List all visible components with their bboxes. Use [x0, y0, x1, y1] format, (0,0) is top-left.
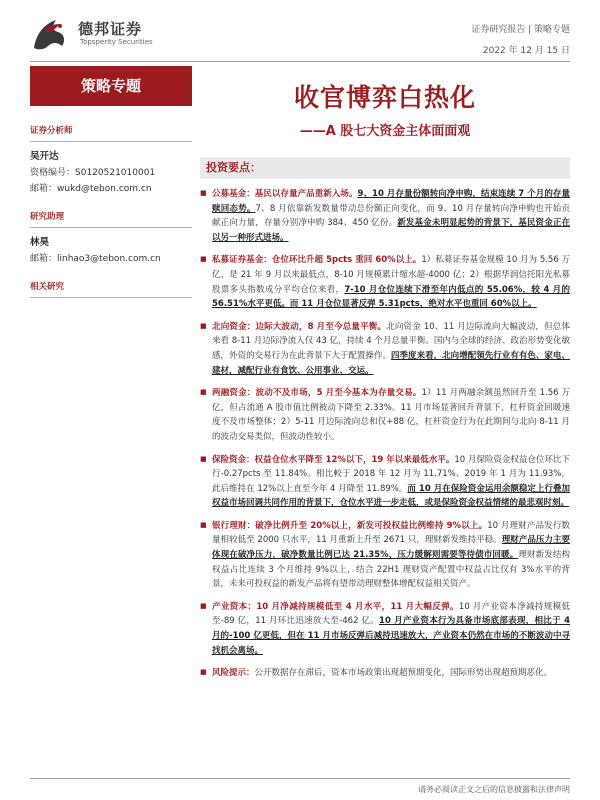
footer-divider [30, 778, 570, 779]
bullet-emphasis: 四季度来看，北向增配领先行业有有色、家电、建材，减配行业有食饮、公用事业、交运。 [212, 350, 570, 376]
bullet-marker-icon: ■ [200, 255, 207, 264]
assistant-heading: 研究助理 [30, 212, 65, 222]
bullet-heading: 产业资本：10 月净减持规模低至 4 月水平，11 月大幅反弹。 [212, 601, 459, 612]
report-title: 收官博弈白热化 [293, 83, 476, 112]
bullet-emphasis: 理财产品压力主要体现在破净压力，破净数量比例已达 21.35%，压力缓解则需要等待债市回暖。 [212, 535, 570, 561]
bullet-marker-icon: ■ [200, 520, 207, 529]
bullet-text: 10 月理财产品发行数量相较低至 2000 只水平，11 月重新上升至 2671 只，理财新发维持平稳。 [212, 520, 570, 546]
related-divider [30, 297, 192, 298]
bullet-heading: 两融资金：波动不及市场，5 月至今基本为存量交易。 [212, 388, 422, 399]
tebon-logo-icon [30, 14, 72, 54]
main-content [200, 66, 570, 681]
bullet-marker-icon: ■ [200, 189, 207, 197]
bullet-private-funds [200, 253, 570, 311]
bullet-risk-warning [200, 666, 570, 681]
report-subtitle: ——A 股七大资金主体面面观 [299, 124, 471, 139]
bullet-text: 北向资金 10、11 月边际流向大幅波动，但总体来看 8-11 月边际净流入仅 43 亿，持续 4 个月总量平衡。国内与全球的经济、政治形势变化敏感，外资的交易行为在此背景下大于配置操作。 [212, 321, 570, 361]
bullet-heading: 公募基金：基民以存量产品重新入场。 [212, 189, 358, 199]
bullet-margin-financing [200, 386, 570, 444]
bullet-heading: 私募证券基金：仓位环比升超 5pcts 重回 60%以上。 [212, 255, 422, 266]
bullet-heading: 风险提示： [212, 668, 255, 679]
bullet-public-funds [200, 187, 570, 245]
bullet-text: 10 月保险资金权益仓位环比下行-0.27pcts 至 11.84%。相比較于 2018 年 12 月为 11.71%、2019 年 1 月为 11.93%，此后维持在 12%以上直至今年 4 月降至 11.89%。 [212, 454, 570, 494]
bullet-marker-icon: ■ [200, 668, 207, 677]
bullet-emphasis: 7-10 月仓位连续下滑至年内低点的 55.06%，较 4 月的 56.51%水平更低。而 11 月仓位显著反弹 5.31pcts，绝对水平也重回 60%以上。 [212, 284, 570, 310]
related-research-heading: 相关研究 [30, 282, 65, 292]
assistant-divider [30, 227, 192, 228]
analyst-email[interactable]: 邮箱：wukd@tebon.com.cn [30, 184, 152, 194]
bullet-marker-icon: ■ [200, 388, 207, 397]
logo-chinese-name: 德邦证券 [78, 20, 143, 38]
bullet-heading: 保险资金：权益仓位水平降至 12%以下，19 年以来最低水平。 [212, 454, 455, 465]
bullet-text: 1）私募证券基金规模 10 月为 5.56 万亿，是 21 年 9 月以来最低点，8-10 月规模累计缩水超-4000 亿；2）根据华润信托阳光私募股票多头指数成分平均仓位来看， [212, 255, 570, 295]
bullet-emphasis: 10 月产业资本行为具备市场底部表现，相比于 4 月的-100 亿更低，但在 11 月市场反弹后减持迅速放大，产业资本仍然在市场的不断波动中寻找机会离场。 [212, 616, 570, 656]
analyst-name: 吴开达 [30, 151, 59, 162]
header-divider [30, 61, 570, 62]
bullet-marker-icon: ■ [200, 601, 207, 610]
analyst-heading: 证券分析师 [30, 126, 73, 136]
logo-english-name: Topsperity Securities [80, 38, 153, 46]
bullet-text: 1）11 月两融余额虽然回升至 1.56 万亿，但占流通 A 股市值比例被动下降至 2.33%。11 月市场显著回升背景下，杠杆资金回暖速度不及市场整体；2）5-11 月边际流向总和仅+88 亿，杠杆资金行为在此期间与北向 8-11 月的波动交易类似，但波动性较小。 [212, 388, 570, 442]
bullet-emphasis: 9、10 月存量份额转向净申购，结束连续 7 个月的存量赎回态势。 [212, 189, 570, 214]
bullet-bank-wealth [200, 519, 570, 592]
bullet-insurance [200, 453, 570, 511]
bullet-text: 7、8 月依靠新发数量带动总份额正向变化，而 9、10 月存量转向净申购也开始贡献正向力量，存量分别净申购 384、450 亿份。 [212, 203, 570, 229]
bullet-industrial-capital [200, 600, 570, 658]
bullet-marker-icon: ■ [200, 454, 207, 463]
bullet-northbound [200, 320, 570, 378]
bullet-text: 10 月产业资本净减持规模低至-89 亿，11 月环比迅速放大至-462 亿。 [212, 601, 570, 627]
bullet-text: 理财新发结构权益占比连续 3 个月维持 9%以上，结合 22H1 理财资产配置中权益占比仅有 3%水平的背景，未来可投权益的新发产品将有望带动理财整体增配权益相关资产。 [212, 550, 570, 590]
assistant-email[interactable]: 邮箱：linhao3@tebon.com.cn [30, 254, 161, 264]
bullet-text: 公开数据存在滞后，资本市场政策出现超预期变化，国际形势出现超预期恶化。 [254, 668, 553, 679]
sidebar-title: 策略专题 [30, 66, 192, 106]
bullet-emphasis: 而 10 月在保险资金运用余额稳定上行叠加权益市场回调共同作用的背景下，仓位水平进一步走低，或是保险资金权益情绪的最悲观时刻。 [212, 483, 571, 509]
key-points-header [200, 157, 570, 179]
key-points-list [200, 187, 570, 681]
assistant-name: 林昊 [30, 237, 50, 248]
bullet-heading: 银行理财：破净比例升至 20%以上，新发可投权益比例维持 9%以上。 [212, 520, 488, 531]
report-date: 2022 年 12 月 15 日 [482, 46, 570, 56]
bullet-marker-icon: ■ [200, 321, 207, 330]
company-logo [30, 14, 180, 54]
bullet-emphasis: 新发基金未明显起势的背景下，基民资金正在以另一种形式进场。 [212, 218, 570, 243]
bullet-heading: 北向资金：边际大波动，8 月至今总量平衡。 [212, 321, 387, 332]
analyst-certificate: 资格编号：S0120521010001 [30, 168, 156, 178]
analyst-divider [30, 141, 192, 142]
sidebar [30, 66, 200, 766]
report-header [0, 0, 600, 60]
key-points-label: 投资要点： [206, 161, 261, 174]
footer-disclaimer: 请务必阅读正文之后的信息披露和法律声明 [418, 785, 570, 794]
document-type: 证券研究报告 | 策略专题 [471, 25, 570, 35]
